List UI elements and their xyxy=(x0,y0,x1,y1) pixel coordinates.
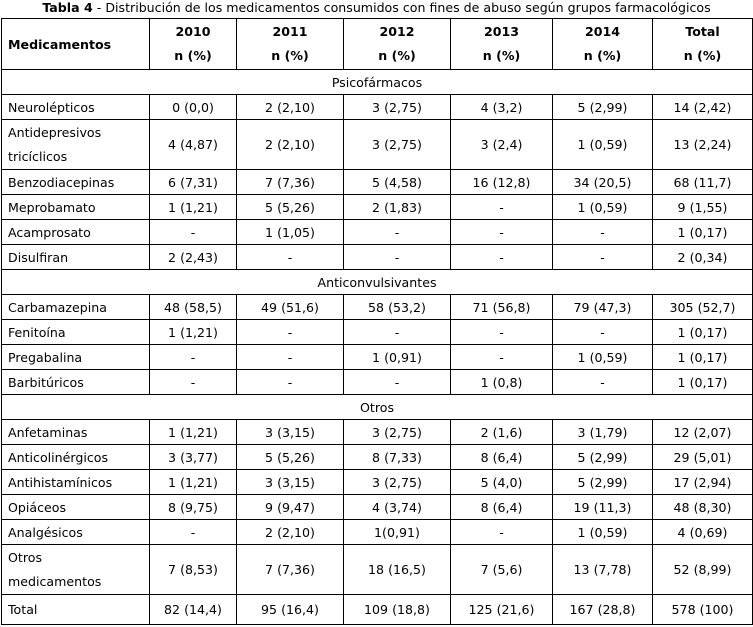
table-row xyxy=(2,245,753,270)
cell-value: - xyxy=(237,345,344,370)
cell-value: 3 (3,77) xyxy=(150,445,237,470)
table-caption xyxy=(0,0,753,18)
cell-value: 1 (0,59) xyxy=(553,520,653,545)
cell-value: 0 (0,0) xyxy=(150,95,237,120)
cell-value: 82 (14,4) xyxy=(150,595,237,625)
cell-value: 68 (11,7) xyxy=(653,170,753,195)
row-name-line: Analgésicos xyxy=(8,524,83,540)
row-name-line: Benzodiacepinas xyxy=(8,174,115,190)
row-name-line: Antihistamínicos xyxy=(8,474,113,490)
cell-value: - xyxy=(150,345,237,370)
cell-value: 125 (21,6) xyxy=(451,595,553,625)
cell-value: 4 (4,87) xyxy=(150,120,237,170)
row-name xyxy=(2,495,150,520)
cell-value: 58 (53,2) xyxy=(344,295,451,320)
cell-value: - xyxy=(237,320,344,345)
row-name xyxy=(2,345,150,370)
cell-value: 1 (0,17) xyxy=(653,320,753,345)
section-title: Otros xyxy=(2,395,753,420)
cell-value: 1 (0,59) xyxy=(553,195,653,220)
cell-value: 2 (2,10) xyxy=(237,95,344,120)
cell-value: - xyxy=(344,320,451,345)
table-row xyxy=(2,545,753,595)
row-name xyxy=(2,520,150,545)
header-row xyxy=(2,19,753,70)
row-name xyxy=(2,220,150,245)
cell-value: - xyxy=(150,370,237,395)
cell-value: 1(0,91) xyxy=(344,520,451,545)
cell-value: 5 (2,99) xyxy=(553,95,653,120)
row-name-line: Anticolinérgicos xyxy=(8,449,109,465)
cell-value: - xyxy=(451,245,553,270)
cell-value: 1 (0,59) xyxy=(553,120,653,170)
cell-value: 5 (4,58) xyxy=(344,170,451,195)
table-row xyxy=(2,520,753,545)
table-row xyxy=(2,345,753,370)
row-name-line: Antidepresivos xyxy=(8,124,102,140)
row-name-line: Anfetaminas xyxy=(8,424,88,440)
cell-value: 5 (5,26) xyxy=(237,445,344,470)
cell-value: - xyxy=(451,345,553,370)
cell-value: 2 (2,10) xyxy=(237,520,344,545)
cell-value: 1 (0,17) xyxy=(653,345,753,370)
cell-value: 2 (1,83) xyxy=(344,195,451,220)
cell-value: 1 (1,21) xyxy=(150,195,237,220)
cell-value: 305 (52,7) xyxy=(653,295,753,320)
header-year xyxy=(653,19,753,70)
cell-value: 8 (7,33) xyxy=(344,445,451,470)
row-name-line: Opiáceos xyxy=(8,499,67,515)
table-row xyxy=(2,495,753,520)
row-name-line: medicamentos xyxy=(8,573,102,589)
header-unit-label: n (%) xyxy=(482,48,521,63)
cell-value: - xyxy=(150,220,237,245)
table-body xyxy=(2,70,753,625)
row-name-line: Acamprosato xyxy=(8,224,91,240)
cell-value: - xyxy=(344,245,451,270)
cell-value: 29 (5,01) xyxy=(653,445,753,470)
cell-value: 8 (6,4) xyxy=(451,445,553,470)
cell-value: 5 (4,0) xyxy=(451,470,553,495)
row-name-line: Pregabalina xyxy=(8,349,83,365)
cell-value: - xyxy=(553,220,653,245)
table-row xyxy=(2,120,753,170)
cell-value: 1 (1,05) xyxy=(237,220,344,245)
cell-value: - xyxy=(451,195,553,220)
cell-value: 6 (7,31) xyxy=(150,170,237,195)
cell-value: - xyxy=(344,370,451,395)
row-name-line: Carbamazepina xyxy=(8,299,107,315)
row-name-line: Total xyxy=(8,602,38,617)
cell-value: 3 (2,75) xyxy=(344,470,451,495)
cell-value: 52 (8,99) xyxy=(653,545,753,595)
header-medicamentos: Medicamentos xyxy=(2,19,150,70)
cell-value: 17 (2,94) xyxy=(653,470,753,495)
total-row xyxy=(2,595,753,625)
header-unit-label: n (%) xyxy=(174,48,212,63)
cell-value: 4 (3,74) xyxy=(344,495,451,520)
cell-value: 2 (2,43) xyxy=(150,245,237,270)
cell-value: 4 (0,69) xyxy=(653,520,753,545)
row-name xyxy=(2,545,150,595)
cell-value: - xyxy=(553,320,653,345)
cell-value: 79 (47,3) xyxy=(553,295,653,320)
medication-table xyxy=(1,18,753,625)
cell-value: 3 (3,15) xyxy=(237,470,344,495)
row-name xyxy=(2,120,150,170)
row-name xyxy=(2,245,150,270)
cell-value: 1 (0,91) xyxy=(344,345,451,370)
cell-value: 9 (9,47) xyxy=(237,495,344,520)
header-year-label: 2010 xyxy=(175,24,211,39)
row-name xyxy=(2,195,150,220)
cell-value: - xyxy=(553,245,653,270)
cell-value: 2 (1,6) xyxy=(451,420,553,445)
header-year-label: 2011 xyxy=(272,24,308,39)
row-name-line: Otros xyxy=(8,549,43,565)
cell-value: 9 (1,55) xyxy=(653,195,753,220)
table-row xyxy=(2,320,753,345)
table-row xyxy=(2,220,753,245)
cell-value: 1 (0,17) xyxy=(653,220,753,245)
cell-value: 95 (16,4) xyxy=(237,595,344,625)
cell-value: 167 (28,8) xyxy=(553,595,653,625)
row-name-line: Neurolépticos xyxy=(8,99,95,115)
row-name xyxy=(2,595,150,625)
table-row xyxy=(2,420,753,445)
cell-value: 109 (18,8) xyxy=(344,595,451,625)
section-title: Anticonvulsivantes xyxy=(2,270,753,295)
cell-value: 8 (9,75) xyxy=(150,495,237,520)
table-row xyxy=(2,195,753,220)
cell-value: 1 (1,21) xyxy=(150,420,237,445)
cell-value: 1 (1,21) xyxy=(150,320,237,345)
cell-value: - xyxy=(451,220,553,245)
cell-value: 7 (7,36) xyxy=(237,170,344,195)
cell-value: 578 (100) xyxy=(653,595,753,625)
header-unit-label: n (%) xyxy=(683,48,722,63)
row-name xyxy=(2,445,150,470)
cell-value: 5 (2,99) xyxy=(553,470,653,495)
header-year xyxy=(150,19,237,70)
cell-value: 12 (2,07) xyxy=(653,420,753,445)
cell-value: 5 (2,99) xyxy=(553,445,653,470)
row-name xyxy=(2,370,150,395)
row-name-line: Disulfiran xyxy=(8,249,69,265)
cell-value: - xyxy=(344,220,451,245)
cell-value: 7 (7,36) xyxy=(237,545,344,595)
cell-value: 3 (1,79) xyxy=(553,420,653,445)
cell-value: 5 (5,26) xyxy=(237,195,344,220)
cell-value: 1 (0,17) xyxy=(653,370,753,395)
header-year-label: 2012 xyxy=(379,24,415,39)
cell-value: 49 (51,6) xyxy=(237,295,344,320)
cell-value: 13 (2,24) xyxy=(653,120,753,170)
row-name xyxy=(2,295,150,320)
cell-value: - xyxy=(237,245,344,270)
cell-value: - xyxy=(553,370,653,395)
cell-value: 3 (2,75) xyxy=(344,95,451,120)
cell-value: 18 (16,5) xyxy=(344,545,451,595)
cell-value: 1 (1,21) xyxy=(150,470,237,495)
section-row xyxy=(2,270,753,295)
table-row xyxy=(2,470,753,495)
cell-value: 71 (56,8) xyxy=(451,295,553,320)
row-name-line: tricíclicos xyxy=(8,148,68,164)
table-row xyxy=(2,95,753,120)
cell-value: 7 (5,6) xyxy=(451,545,553,595)
row-name-line: Meprobamato xyxy=(8,199,96,215)
cell-value: 48 (8,30) xyxy=(653,495,753,520)
cell-value: 34 (20,5) xyxy=(553,170,653,195)
row-name xyxy=(2,420,150,445)
cell-value: - xyxy=(237,370,344,395)
caption-label: Tabla 4 xyxy=(42,0,93,15)
cell-value: - xyxy=(150,520,237,545)
header-year xyxy=(451,19,553,70)
section-title: Psicofármacos xyxy=(2,70,753,95)
header-unit-label: n (%) xyxy=(378,48,416,63)
cell-value: - xyxy=(451,320,553,345)
cell-value: 7 (8,53) xyxy=(150,545,237,595)
section-row xyxy=(2,70,753,95)
header-year-label: 2013 xyxy=(483,24,520,39)
cell-value: 19 (11,3) xyxy=(553,495,653,520)
header-year xyxy=(344,19,451,70)
row-name xyxy=(2,95,150,120)
cell-value: 1 (0,8) xyxy=(451,370,553,395)
cell-value: 3 (3,15) xyxy=(237,420,344,445)
cell-value: 14 (2,42) xyxy=(653,95,753,120)
cell-value: 8 (6,4) xyxy=(451,495,553,520)
row-name-line: Fenitoína xyxy=(8,324,66,340)
cell-value: 3 (2,75) xyxy=(344,120,451,170)
cell-value: 48 (58,5) xyxy=(150,295,237,320)
header-year-label: 2014 xyxy=(584,24,621,39)
cell-value: 3 (2,75) xyxy=(344,420,451,445)
cell-value: 13 (7,78) xyxy=(553,545,653,595)
caption-text: - Distribución de los medicamentos consumidos con fines de abuso según grupos farmacológicos xyxy=(92,0,711,15)
header-unit-label: n (%) xyxy=(271,48,309,63)
cell-value: - xyxy=(451,520,553,545)
cell-value: 16 (12,8) xyxy=(451,170,553,195)
cell-value: 1 (0,59) xyxy=(553,345,653,370)
header-year xyxy=(237,19,344,70)
header-unit-label: n (%) xyxy=(583,48,622,63)
table-row xyxy=(2,295,753,320)
row-name xyxy=(2,320,150,345)
cell-value: 3 (2,4) xyxy=(451,120,553,170)
row-name-line: Barbitúricos xyxy=(8,374,84,390)
header-year xyxy=(553,19,653,70)
row-name xyxy=(2,170,150,195)
cell-value: 2 (0,34) xyxy=(653,245,753,270)
table-row xyxy=(2,445,753,470)
table-row xyxy=(2,370,753,395)
table-row xyxy=(2,170,753,195)
row-name xyxy=(2,470,150,495)
header-year-label: Total xyxy=(685,24,720,39)
section-row xyxy=(2,395,753,420)
cell-value: 4 (3,2) xyxy=(451,95,553,120)
cell-value: 2 (2,10) xyxy=(237,120,344,170)
